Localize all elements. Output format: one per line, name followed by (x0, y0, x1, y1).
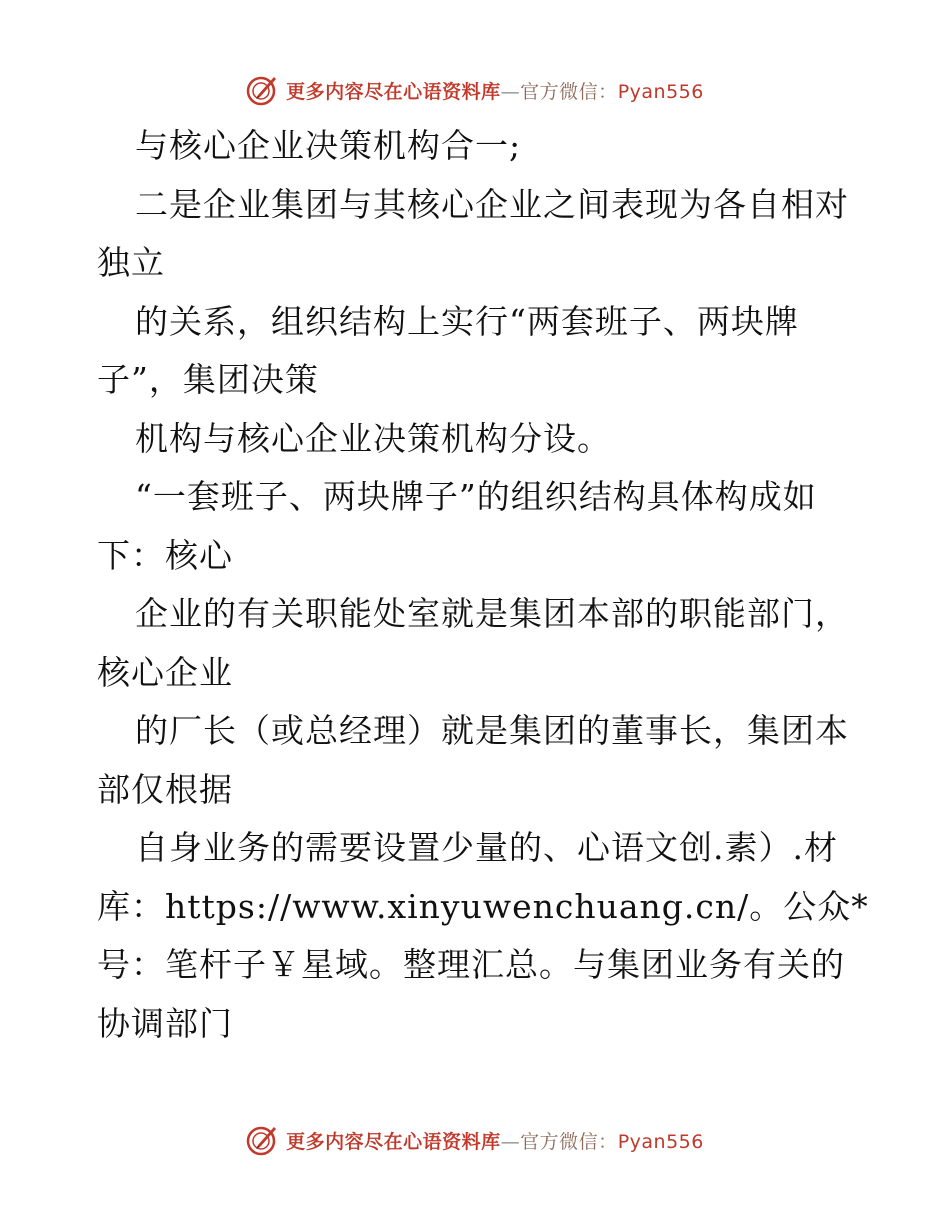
watermark-brand: 更多内容尽在心语资料库 (286, 1130, 501, 1153)
watermark-wechat-label: 官方微信： (520, 1130, 618, 1153)
watermark-wechat-label: 官方微信： (520, 80, 618, 103)
body-line: 自身业务的需要设置少量的、心语文创.素）.材 (135, 828, 838, 867)
watermark-dash: — (500, 1130, 521, 1153)
body-line: 子”，集团决策 (97, 360, 319, 399)
body-line: 二是企业集团与其核心企业之间表现为各自相对 (135, 184, 849, 224)
body-line: 部仅根据 (97, 769, 233, 809)
body-line: 协调部门 (97, 1003, 233, 1043)
document-body (97, 117, 869, 1053)
body-line: 机构与核心企业决策机构分设。 (135, 418, 611, 458)
body-line: 核心企业 (97, 652, 233, 692)
body-line: “一套班子、两块牌子”的组织结构具体构成如 (135, 477, 817, 516)
body-line-url: 库：https://www.xinyuwenchuang.cn/。公众* (97, 886, 869, 926)
watermark-dash: — (500, 80, 521, 103)
footer-watermark (0, 1120, 950, 1160)
watermark-text (286, 1127, 704, 1154)
body-line: 独立 (97, 243, 165, 282)
body-line: 的关系，组织结构上实行“两套班子、两块牌 (135, 301, 799, 341)
watermark-text (286, 77, 704, 104)
body-line: 企业的有关职能处室就是集团本部的职能部门， (135, 594, 849, 633)
header-watermark (0, 70, 950, 110)
body-line: 号：笔杆子￥星域。整理汇总。与集团业务有关的 (97, 945, 845, 984)
quill-seal-icon (246, 1123, 280, 1157)
body-line: 下：核心 (97, 535, 233, 575)
body-line: 与核心企业决策机构合一; (135, 126, 522, 165)
watermark-wechat-id: Pyan556 (617, 80, 704, 103)
watermark-brand: 更多内容尽在心语资料库 (286, 80, 501, 103)
quill-seal-icon (246, 73, 280, 107)
body-line: 的厂长（或总经理）就是集团的董事长，集团本 (135, 711, 849, 750)
watermark-wechat-id: Pyan556 (617, 1130, 704, 1153)
